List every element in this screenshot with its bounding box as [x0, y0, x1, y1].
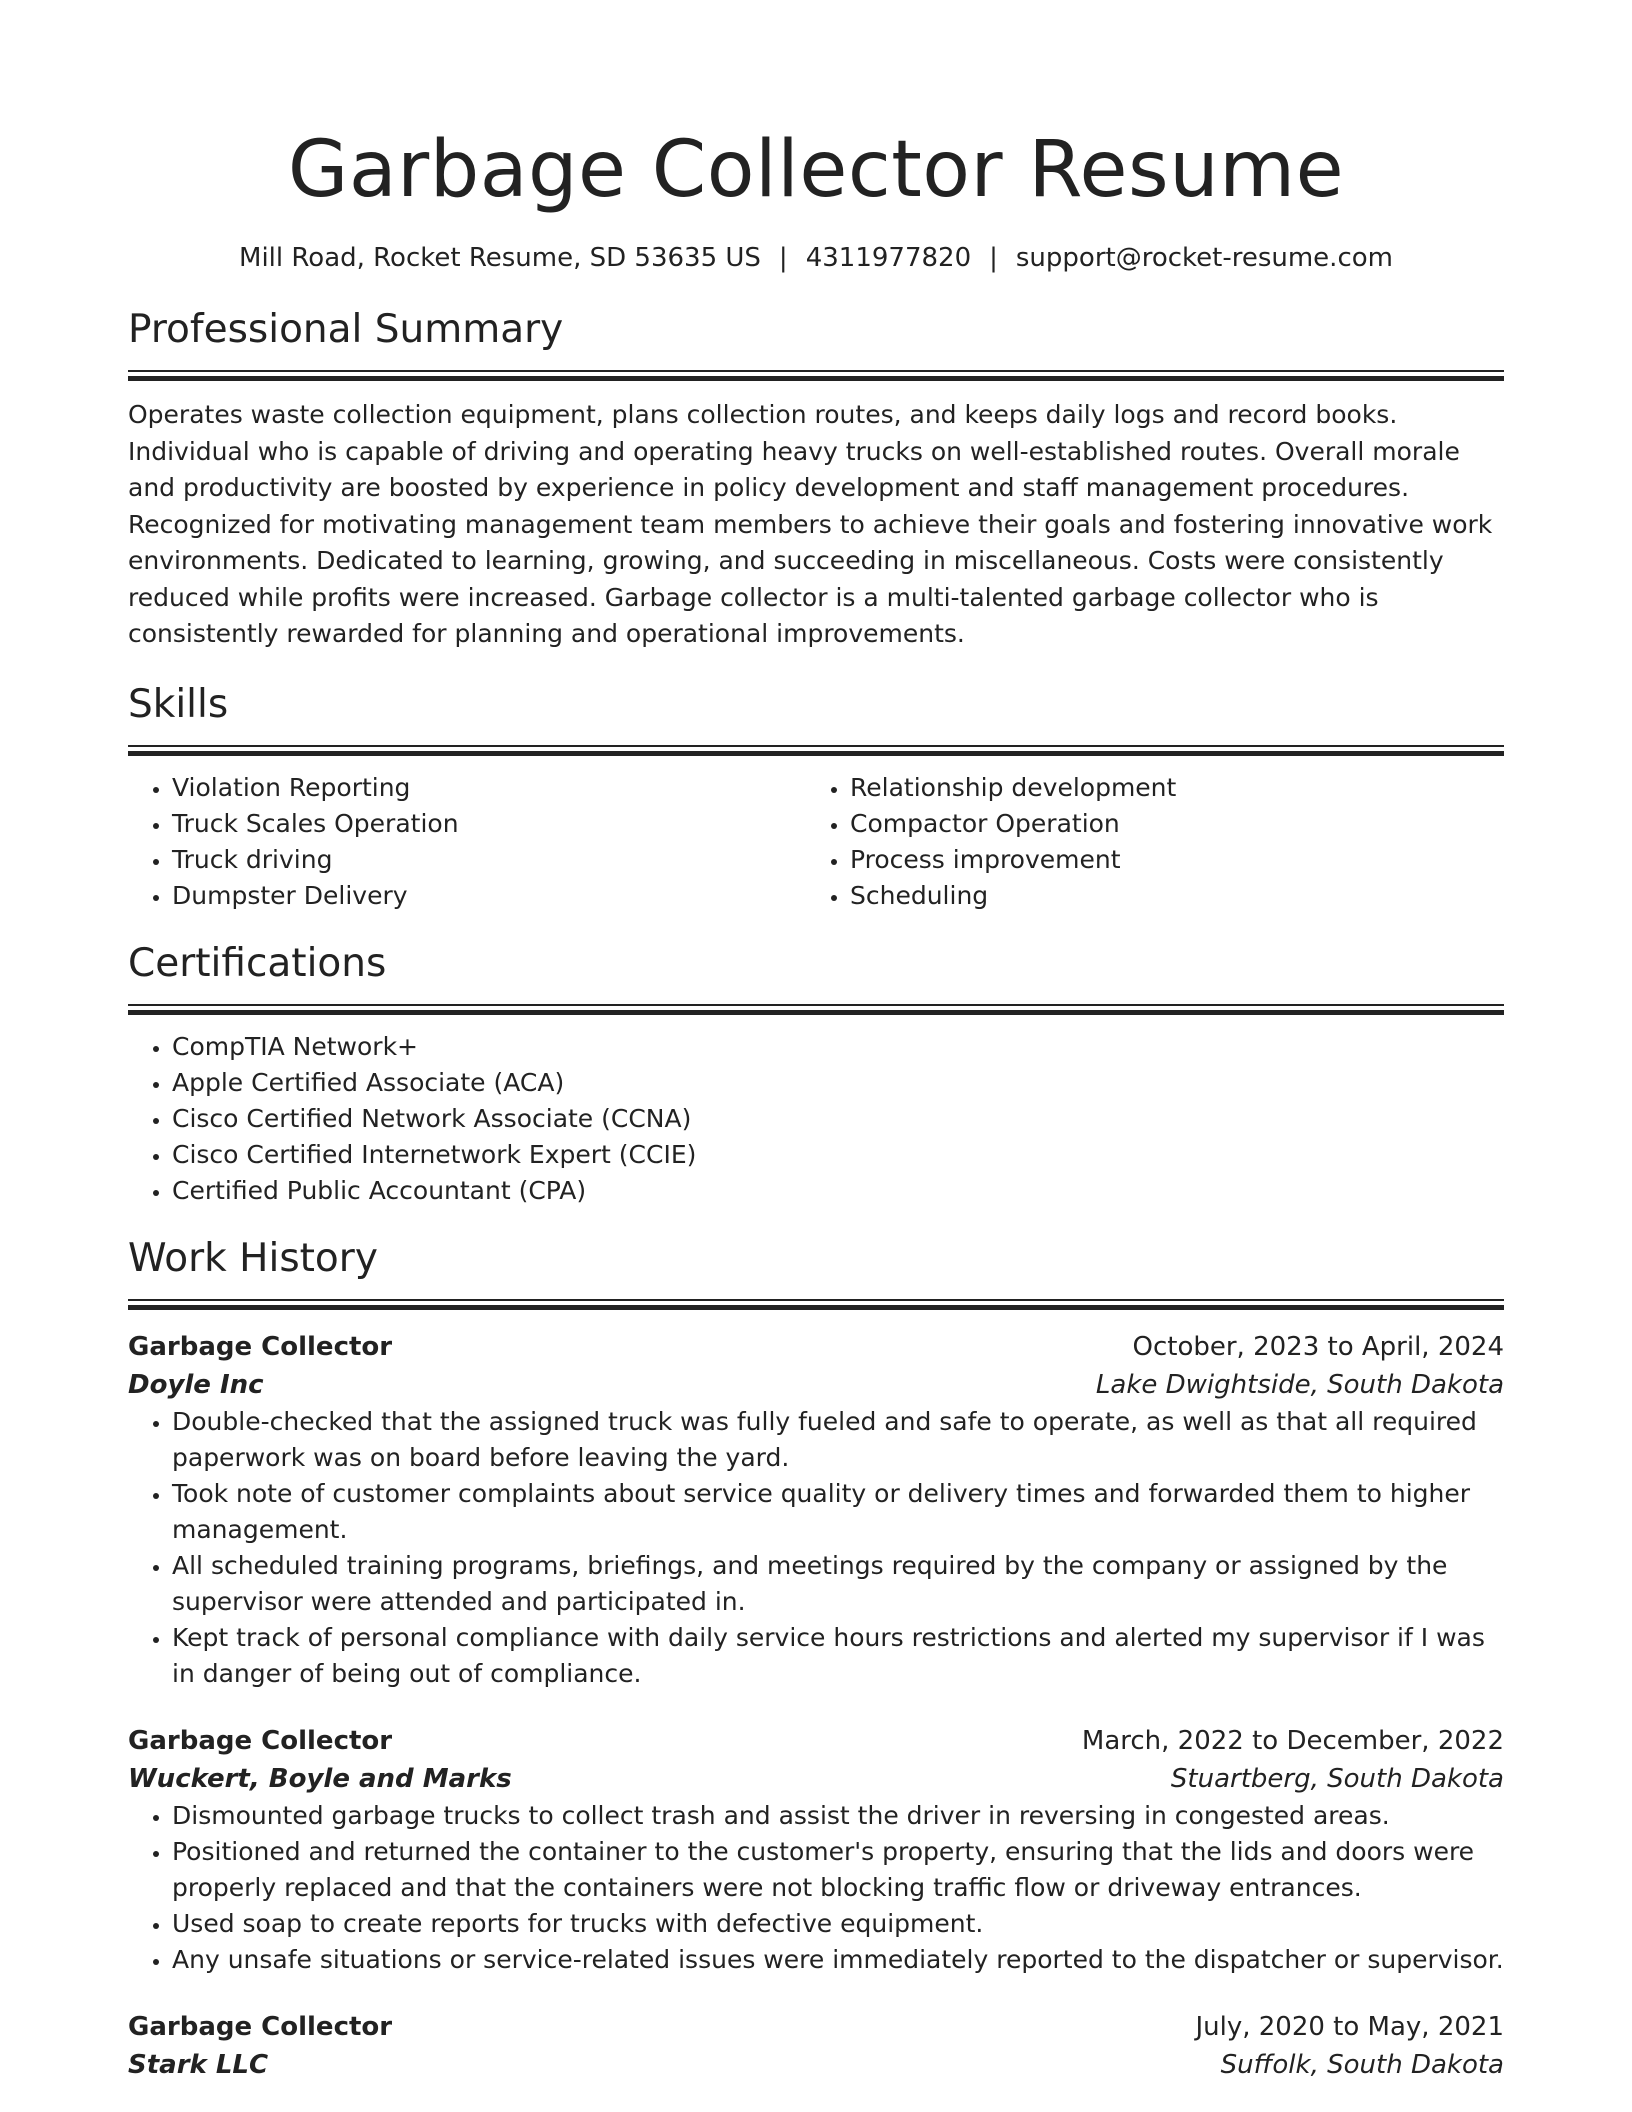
contact-separator: |: [989, 243, 998, 273]
skill-item: • Relationship development: [850, 770, 1484, 806]
section-title-certifications: Certifications: [128, 940, 387, 986]
section-title-summary: Professional Summary: [128, 307, 564, 352]
summary-text: Operates waste collection equipment, plans collection routes, and keeps daily logs and record books. Individual who is capable of driving and operating heavy trucks on well-established routes. Overall morale and productivity are boosted by experience in policy development and staff management procedures. Recognized for motivating management team members to achieve their goals and fostering innovative work environments. Dedicated to learning, growing, and succeeding in miscellaneous. Costs were consistently reduced while profits were increased. Garbage collector is a multi-talented garbage collector who is consistently rewarded for planning and operational improvements.: [128, 400, 1493, 648]
job-dates: July, 2020 to May, 2021: [1195, 2011, 1504, 2042]
certification-item: • CompTIA Network+: [172, 1029, 1504, 1065]
skills-list-right: [806, 770, 1484, 914]
certifications-section: [128, 938, 1504, 1209]
section-title-skills: Skills: [128, 681, 229, 727]
section-title-work-history: Work History: [128, 1235, 378, 1281]
contact-separator: |: [778, 243, 788, 273]
contact-email: support@rocket-resume.com: [1015, 243, 1393, 273]
job-duties-list: [128, 1404, 1504, 1692]
job-duties-list: [128, 1798, 1504, 1978]
certification-item: • Apple Certified Associate (ACA): [172, 1065, 1504, 1101]
job-dates: October, 2023 to April, 2024: [1132, 1331, 1504, 1362]
skill-item: • Scheduling: [850, 878, 1484, 914]
section-divider: [128, 745, 1504, 756]
skill-item: • Truck driving: [172, 842, 806, 878]
skill-item: • Dumpster Delivery: [172, 878, 806, 914]
certification-item: • Cisco Certified Network Associate (CCNA): [172, 1101, 1504, 1137]
skill-item: • Truck Scales Operation: [172, 806, 806, 842]
job-duty: • All scheduled training programs, briefings, and meetings required by the company or assigned by the supervisor were attended and participated in.: [172, 1548, 1504, 1620]
job-header: [128, 1328, 1504, 1366]
job-duty: • Dismounted garbage trucks to collect trash and assist the driver in reversing in congested areas.: [172, 1798, 1504, 1834]
skills-list-left: [128, 770, 806, 914]
job-duty: • Any unsafe situations or service-related issues were immediately reported to the dispatcher or supervisor.: [172, 1942, 1504, 1978]
job-entry: [128, 2008, 1504, 2084]
resume-title: Garbage Collector Resume: [287, 125, 1345, 215]
skill-item: • Process improvement: [850, 842, 1484, 878]
job-duty: • Positioned and returned the container to the customer's property, ensuring that the lids and doors were properly replaced and that the containers were not blocking traffic flow or driveway entrances.: [172, 1834, 1504, 1906]
job-subheader: [128, 2046, 1504, 2084]
section-divider: [128, 370, 1504, 381]
job-duty: • Kept track of personal compliance with daily service hours restrictions and alerted my supervisor if I was in danger of being out of compliance.: [172, 1620, 1504, 1692]
job-subheader: [128, 1366, 1504, 1404]
job-subheader: [128, 1760, 1504, 1798]
job-company: Stark LLC: [128, 2049, 269, 2080]
skill-item: • Violation Reporting: [172, 770, 806, 806]
job-duty: • Double-checked that the assigned truck was fully fueled and safe to operate, as well as that all required paperwork was on board before leaving the yard.: [172, 1404, 1504, 1476]
job-header: [128, 1722, 1504, 1760]
section-divider: [128, 1299, 1504, 1310]
contact-phone: 4311977820: [805, 243, 972, 273]
job-duty: • Used soap to create reports for trucks with defective equipment.: [172, 1906, 1504, 1942]
skills-column-right: [806, 770, 1484, 914]
job-title: Garbage Collector: [128, 2011, 393, 2042]
job-location: Suffolk, South Dakota: [1220, 2049, 1504, 2080]
job-dates: March, 2022 to December, 2022: [1081, 1725, 1504, 1756]
resume-content: [128, 0, 1504, 2084]
skills-column-left: [128, 770, 806, 914]
job-location: Stuartberg, South Dakota: [1170, 1763, 1504, 1794]
job-entry: [128, 1328, 1504, 1692]
job-header: [128, 2008, 1504, 2046]
certification-item: • Certified Public Accountant (CPA): [172, 1173, 1504, 1209]
job-company: Doyle Inc: [128, 1369, 264, 1400]
contact-address: Mill Road, Rocket Resume, SD 53635 US: [239, 243, 761, 273]
skills-section: [128, 679, 1504, 914]
skill-item: • Compactor Operation: [850, 806, 1484, 842]
section-divider: [128, 1004, 1504, 1015]
work-history-section: [128, 1233, 1504, 2084]
job-location: Lake Dwightside, South Dakota: [1095, 1369, 1504, 1400]
job-entry: [128, 1722, 1504, 1978]
skills-grid: [128, 770, 1504, 914]
certifications-list: [128, 1029, 1504, 1209]
contact-line: [128, 240, 1504, 276]
job-title: Garbage Collector: [128, 1331, 393, 1362]
job-company: Wuckert, Boyle and Marks: [128, 1763, 512, 1794]
summary-section: [128, 304, 1504, 653]
job-title: Garbage Collector: [128, 1725, 393, 1756]
job-duty: • Took note of customer complaints about service quality or delivery times and forwarded them to higher management.: [172, 1476, 1504, 1548]
certification-item: • Cisco Certified Internetwork Expert (CCIE): [172, 1137, 1504, 1173]
